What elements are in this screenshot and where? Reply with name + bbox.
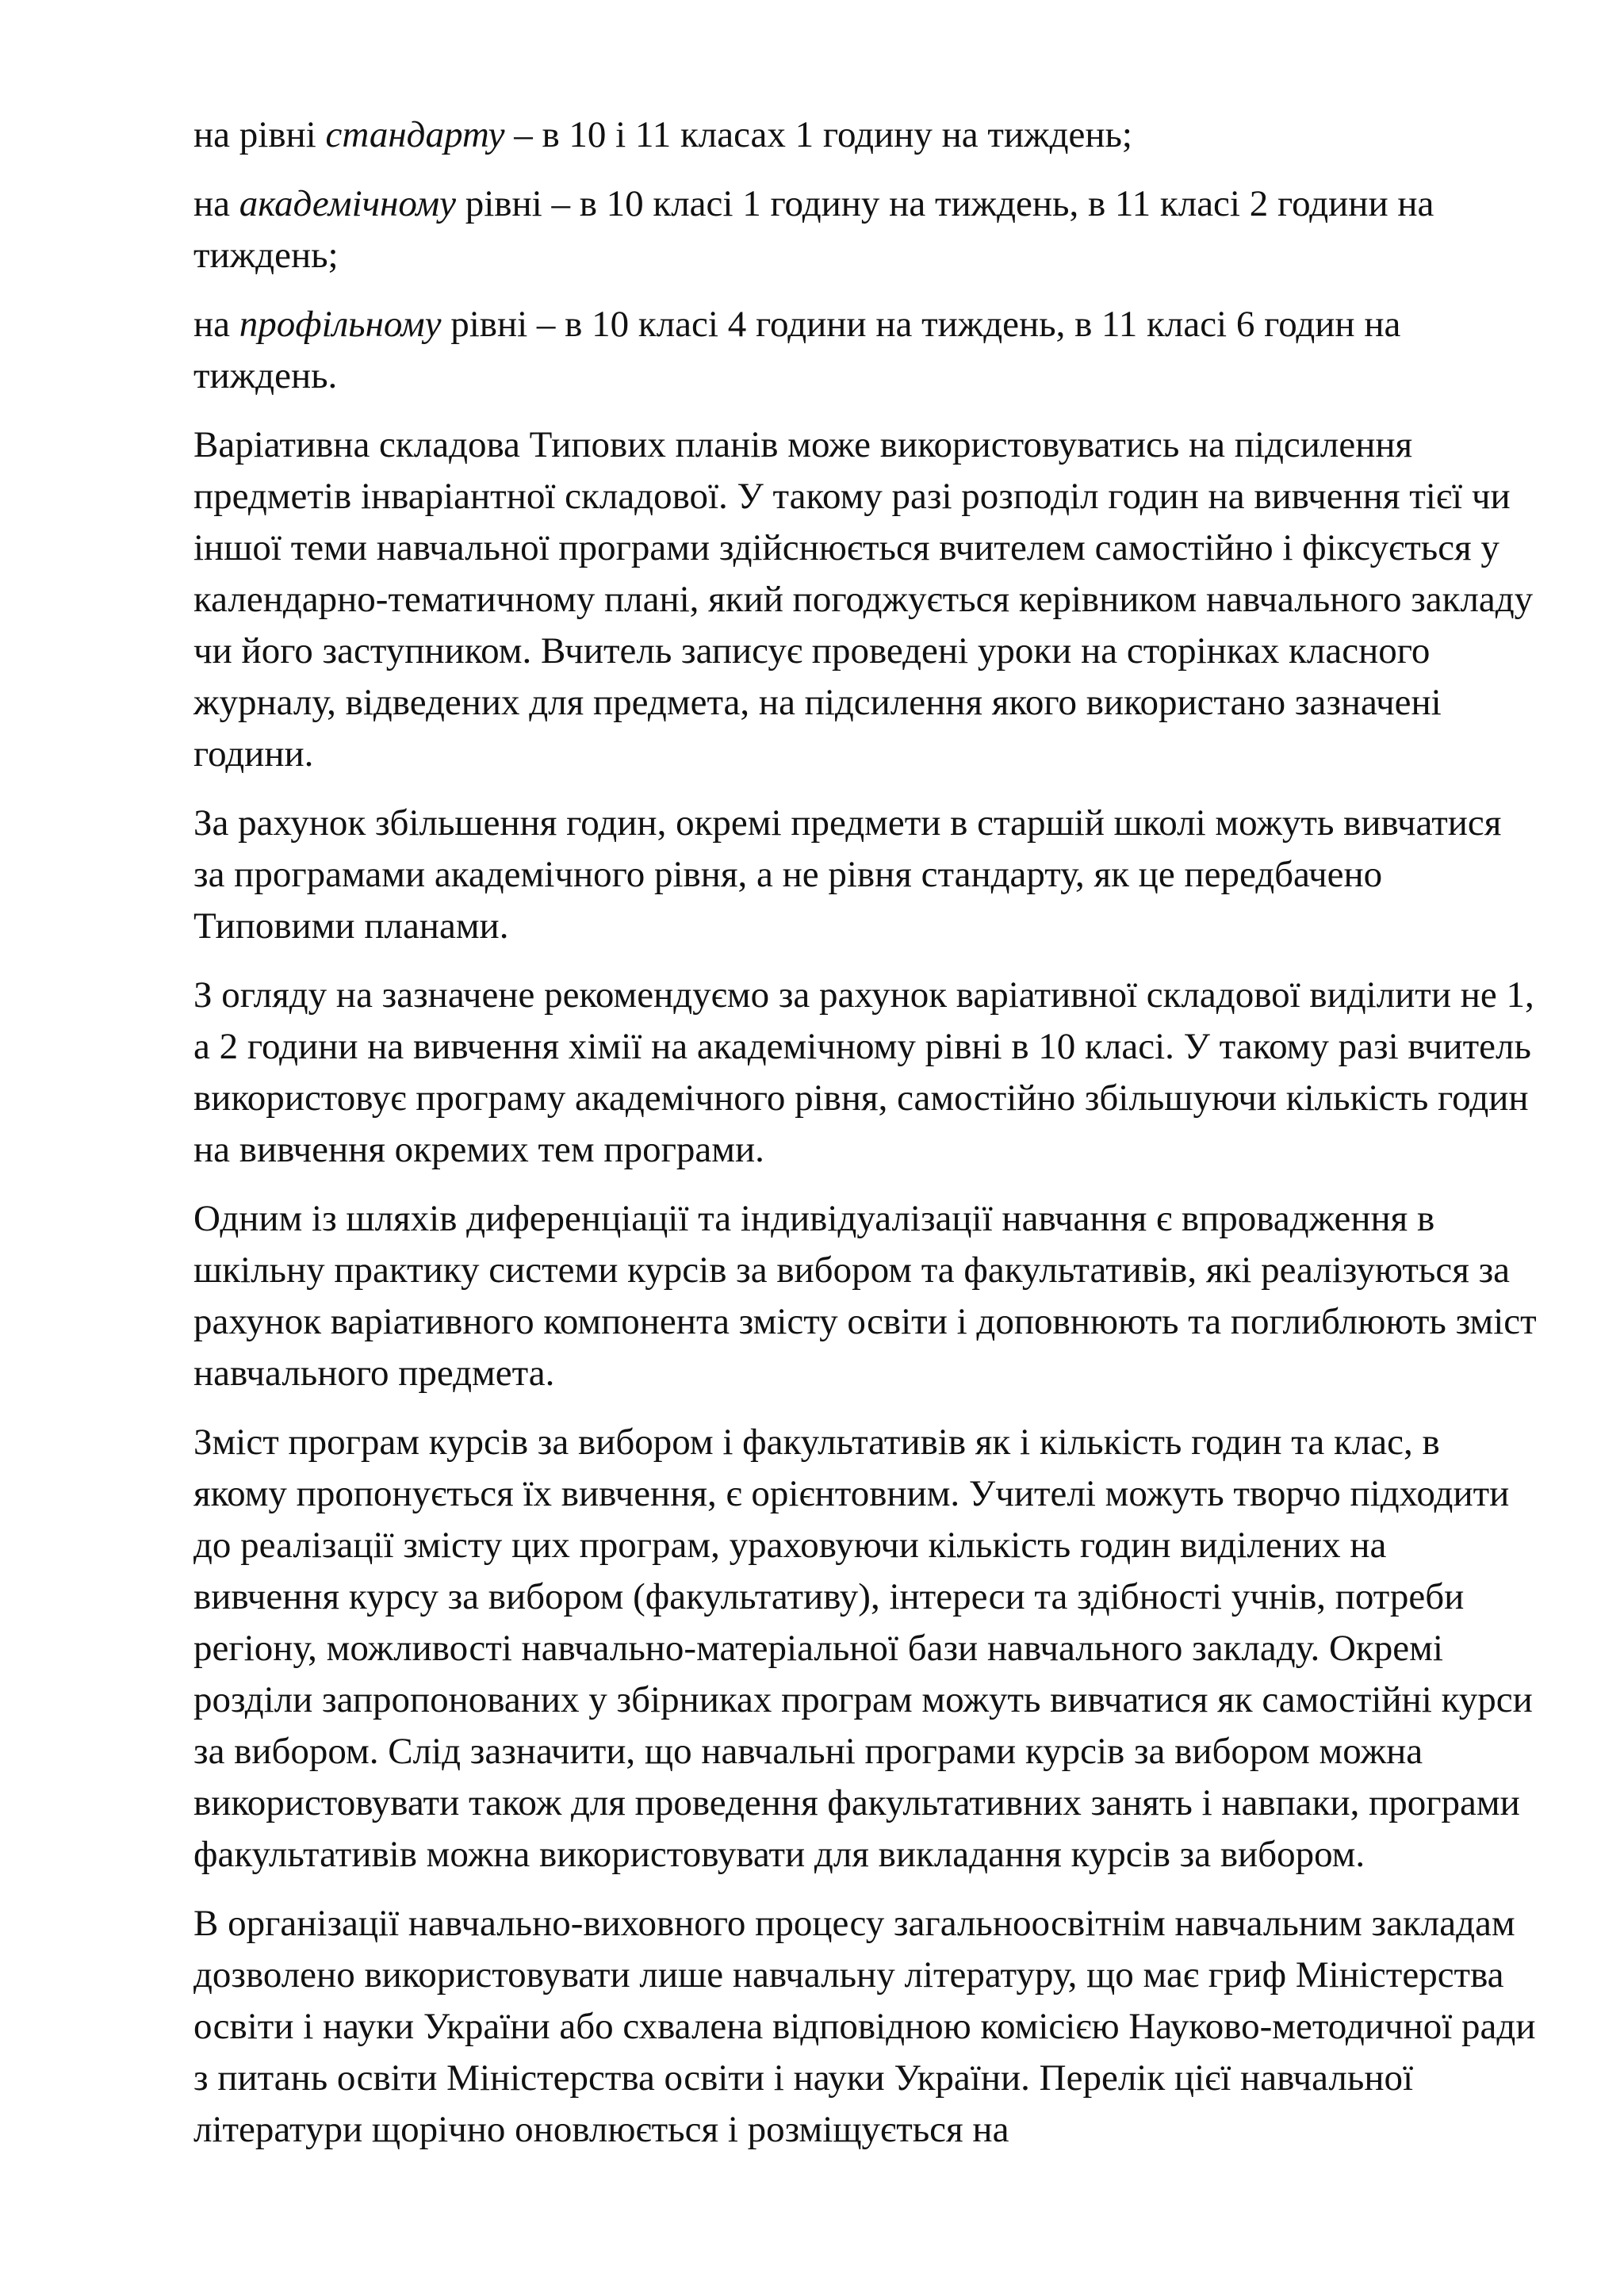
document-page — [193, 109, 1542, 2173]
level-profile-suffix: рівні – в 10 класі 4 години на тиждень, в 11 класі 6 годин на тиждень. — [193, 304, 1401, 396]
level-academic-line — [193, 178, 1542, 281]
level-academic-suffix: рівні – в 10 класі 1 годину на тиждень, в 11 класі 2 години на тиждень; — [193, 183, 1434, 276]
paragraph-variative: Варіативна складова Типових планів може використовуватись на підсилення предметів інваріантної складової. У такому разі розподіл годин на вивчення тієї чи іншої теми навчальної програми здійснюється вчителем самостійно і фіксується у календарно-тематичному плані, який погоджується керівником навчального закладу чи його заступником. Вчитель записує проведені уроки на сторінках класного журналу, відведених для предмета, на підсилення якого використано зазначені години. — [193, 424, 1534, 775]
paragraph-increase: За рахунок збільшення годин, окремі предмети в старшій школі можуть вивчатися за програмами академічного рівня, а не рівня стандарту, як це передбачено Типовими планами. — [193, 802, 1502, 947]
paragraph-content: Зміст програм курсів за вибором і факультативів як і кількість годин та клас, в якому пропонується їх вивчення, є орієнтовним. Учителі можуть творчо підходити до реалізації змісту цих програм, ураховуючи кількість годин виділених на вивчення курсу за вибором (факультативу), інтереси та здібності учнів, потреби регіону, можливості навчально-матеріальної бази навчального закладу. Окремі розділи запропонованих у збірниках програм можуть вивчатися як самостійні курси за вибором. Слід зазначити, що навчальні програми курсів за вибором можна використовувати також для проведення факультативних занять і навпаки, програми факультативів можна використовувати для викладання курсів за вибором. — [193, 1422, 1533, 1875]
level-profile-term: профільному — [239, 304, 442, 345]
paragraph-recommend: З огляду на зазначене рекомендуємо за рахунок варіативної складової виділити не 1, а 2 години на вивчення хімії на академічному рівні в 10 класі. У такому разі вчитель використовує програму академічного рівня, самостійно збільшуючи кількість годин на вивчення окремих тем програми. — [193, 974, 1534, 1170]
paragraph-literature: В організації навчально-виховного процесу загальноосвітнім навчальним закладам дозволено використовувати лише навчальну літературу, що має гриф Міністерства освіти і науки України або схвалена відповідною комісією Науково-методичної ради з питань освіти Міністерства освіти і науки України. Перелік цієї навчальної літератури щорічно оновлюється і розміщується на — [193, 1903, 1536, 2150]
level-academic-term: академічному — [239, 183, 456, 224]
level-profile-line — [193, 299, 1542, 402]
level-academic-prefix: на — [193, 183, 239, 224]
level-standard-suffix: – в 10 і 11 класах 1 годину на тиждень; — [504, 114, 1132, 155]
level-standard-prefix: на рівні — [193, 114, 326, 155]
level-standard-line — [193, 109, 1542, 161]
level-standard-term: стандарту — [325, 114, 505, 155]
level-profile-prefix: на — [193, 304, 239, 345]
paragraph-differentiation: Одним із шляхів диференціації та індивідуалізації навчання є впровадження в шкільну практику системи курсів за вибором та факультативів, які реалізуються за рахунок варіативного компонента змісту освіти і доповнюють та поглиблюють зміст навчального предмета. — [193, 1198, 1537, 1394]
